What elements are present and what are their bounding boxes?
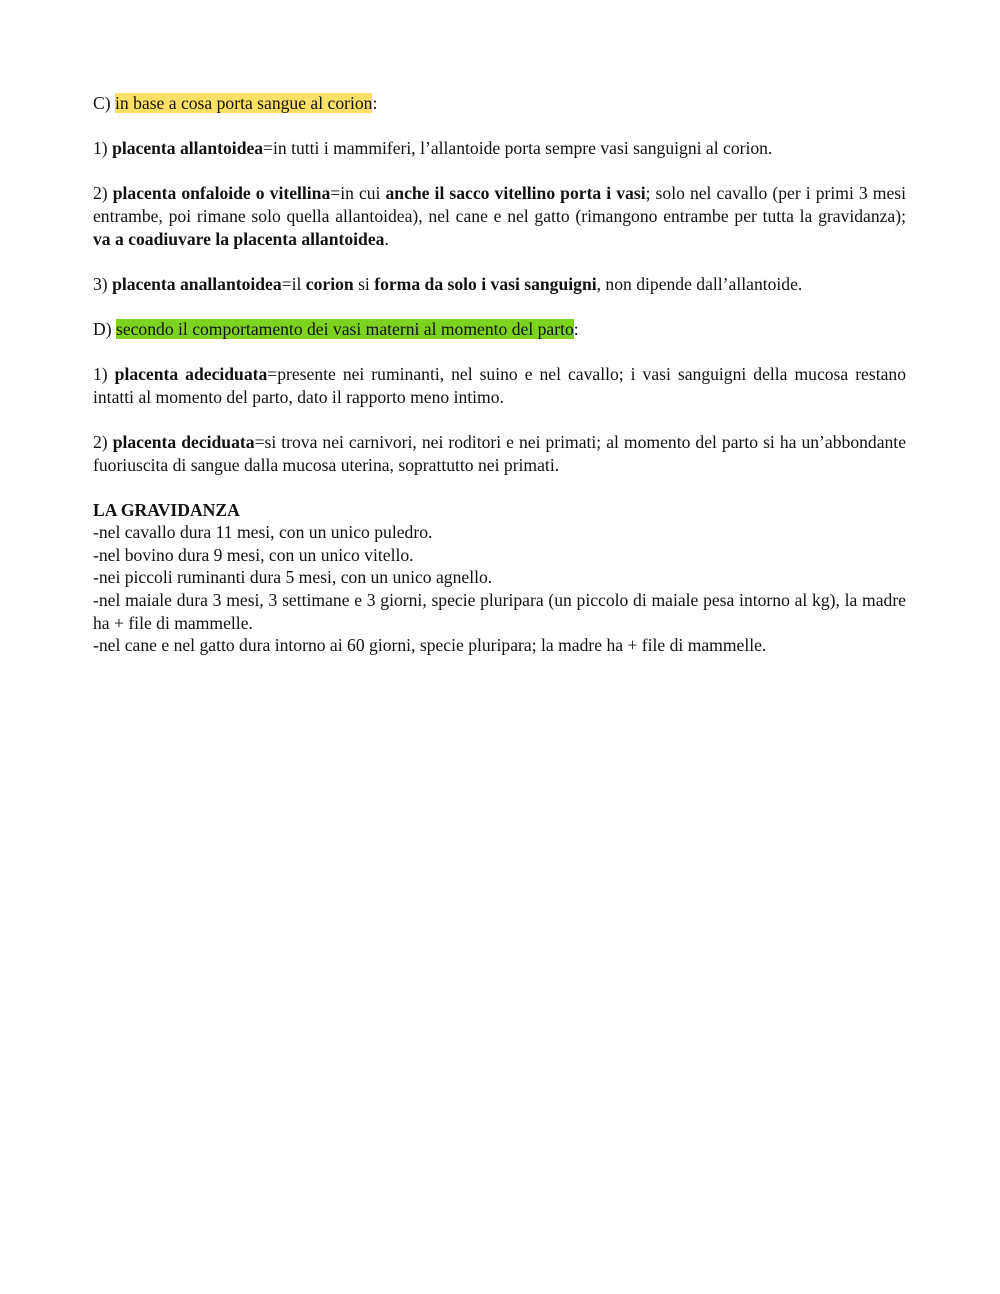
gravidanza-line: -nel cane e nel gatto dura intorno ai 60 giorni, specie pluripara; la madre ha + file di mammelle. (93, 635, 767, 656)
item-c1-text: =in tutti i mammiferi, l’allantoide porta sempre vasi sanguigni al corion. (263, 138, 773, 159)
gravidanza-line: -nel cavallo dura 11 mesi, con un unico puledro. (93, 522, 433, 543)
document-page (93, 92, 906, 657)
item-d1-text: =presente nei ruminanti, nel suino e nel cavallo; i vasi sanguigni della mucosa restano intatti al momento del parto, dato il rapporto meno intimo. (93, 364, 906, 407)
item-c3-text-3: , non dipende dall’allantoide. (596, 273, 803, 294)
item-c2-text-1: =in cui (330, 183, 386, 204)
item-c2-bold-2: va a coadiuvare la placenta allantoidea (93, 228, 385, 249)
item-c2-text-3: . (384, 228, 389, 249)
item-d2 (93, 431, 906, 476)
item-c1-num: 1) (93, 138, 113, 159)
item-c1 (93, 137, 906, 160)
item-c3 (93, 273, 906, 296)
item-d1-num: 1) (93, 364, 115, 385)
item-c2-num: 2) (93, 183, 113, 204)
gravidanza-section (93, 499, 906, 657)
item-c3-bold-1: corion (305, 273, 354, 294)
item-c1-term: placenta allantoidea (112, 138, 264, 159)
item-c2-term: placenta onfaloide o vitellina (112, 183, 331, 204)
section-d-suffix: : (573, 318, 579, 339)
item-c3-text-1: =il (281, 273, 306, 294)
gravidanza-title (93, 499, 906, 522)
item-d2-num: 2) (93, 431, 113, 452)
section-c-suffix: : (372, 93, 378, 113)
gravidanza-title-text: LA GRAVIDANZA (93, 499, 240, 520)
section-d-heading (93, 318, 906, 341)
gravidanza-line: -nei piccoli ruminanti dura 5 mesi, con un unico agnello. (93, 567, 493, 588)
item-d1 (93, 363, 906, 408)
section-d-prefix: D) (93, 318, 116, 339)
item-c3-text-2: si (353, 273, 375, 294)
section-c-highlight: in base a cosa porta sangue al corion (115, 93, 373, 113)
gravidanza-line: -nel maiale dura 3 mesi, 3 settimane e 3 giorni, specie pluripara (un piccolo di maiale pesa intorno al kg), la madre ha + file di mammelle. (93, 590, 906, 633)
item-d1-term: placenta adeciduata (114, 364, 268, 385)
item-c2 (93, 182, 906, 250)
section-d-highlight: secondo il comportamento dei vasi materni al momento del parto (115, 318, 574, 339)
section-c-prefix: C) (93, 93, 115, 113)
item-c3-bold-2: forma da solo i vasi sanguigni (374, 273, 597, 294)
item-c2-text-2: ; solo nel cavallo (per i primi 3 mesi entrambe, poi rimane solo quella allantoidea), nel cane e nel gatto (rimangono entrambe per tutta la gravidanza); (93, 183, 906, 226)
item-c3-term: placenta anallantoidea (112, 273, 282, 294)
item-c2-bold-1: anche il sacco vitellino porta i vasi (385, 183, 646, 204)
item-d2-text: =si trova nei carnivori, nei roditori e nei primati; al momento del parto si ha un’abbondante fuoriuscita di sangue dalla mucosa uterina, soprattutto nei primati. (93, 431, 907, 475)
section-c-heading (93, 92, 906, 115)
item-d2-term: placenta deciduata (112, 431, 255, 452)
item-c3-num: 3) (93, 273, 113, 294)
gravidanza-line: -nel bovino dura 9 mesi, con un unico vitello. (93, 544, 414, 565)
